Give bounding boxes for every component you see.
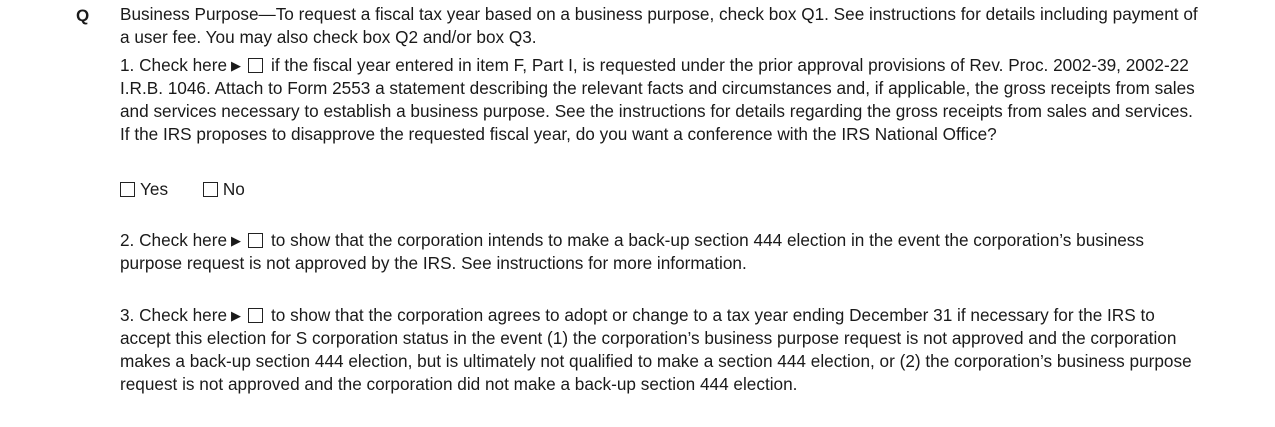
item-1-check-label: Check here (139, 55, 228, 75)
conference-options (120, 178, 1200, 203)
item-3-number: 3. (120, 305, 135, 325)
item-3-text: to show that the corporation agrees to adopt or change to a tax year ending December 31 if necessary for the IRS to accept this election for S corporation status in the event (1) the corporation’s business purpose request is not approved and the corporation makes a back-up section 444 election, but is ultimately not qualified to make a section 444 election, or (2) the corporation’s business purpose request is not approved and the corporation did not make a back-up section 444 election. (120, 305, 1192, 394)
item-1 (120, 54, 1200, 146)
conference-no-checkbox[interactable] (203, 182, 218, 197)
conference-yes-checkbox[interactable] (120, 182, 135, 197)
section-intro: Business Purpose—To request a fiscal tax year based on a business purpose, check box Q1. See instructions for details including payment of a user fee. You may also check box Q2 and/or box Q3. (120, 4, 1198, 47)
item-2-check-label: Check here (139, 230, 228, 250)
item-1-text: if the fiscal year entered in item F, Part I, is requested under the prior approval provisions of Rev. Proc. 2002-39, 2002-22 I.R.B. 1046. Attach to Form 2553 a statement describing the relevant facts and circumstances and, if applicable, the gross receipts from sales and services necessary to establish a business purpose. See the instructions for details regarding the gross receipts from sales and services. If the IRS proposes to disapprove the requested fiscal year, do you want a conference with the IRS National Office? (120, 55, 1195, 144)
conference-no-option[interactable] (203, 178, 245, 201)
item-2-number: 2. (120, 230, 135, 250)
item-3-check-label: Check here (139, 305, 228, 325)
item-2-checkbox[interactable] (248, 233, 263, 248)
right-arrow-icon: ▶ (231, 58, 242, 73)
item-3 (120, 304, 1200, 396)
conference-no-label: No (222, 179, 245, 199)
right-arrow-icon: ▶ (231, 233, 242, 248)
section-letter: Q (76, 6, 90, 25)
right-arrow-icon: ▶ (231, 308, 242, 323)
item-1-number: 1. (120, 55, 135, 75)
item-2 (120, 229, 1200, 275)
conference-yes-option[interactable] (120, 178, 168, 201)
conference-yes-label: Yes (140, 179, 169, 199)
item-2-text: to show that the corporation intends to make a back-up section 444 election in the event the corporation’s business purpose request is not approved by the IRS. See instructions for more information. (120, 230, 1144, 273)
item-1-checkbox[interactable] (248, 58, 263, 73)
item-3-checkbox[interactable] (248, 308, 263, 323)
